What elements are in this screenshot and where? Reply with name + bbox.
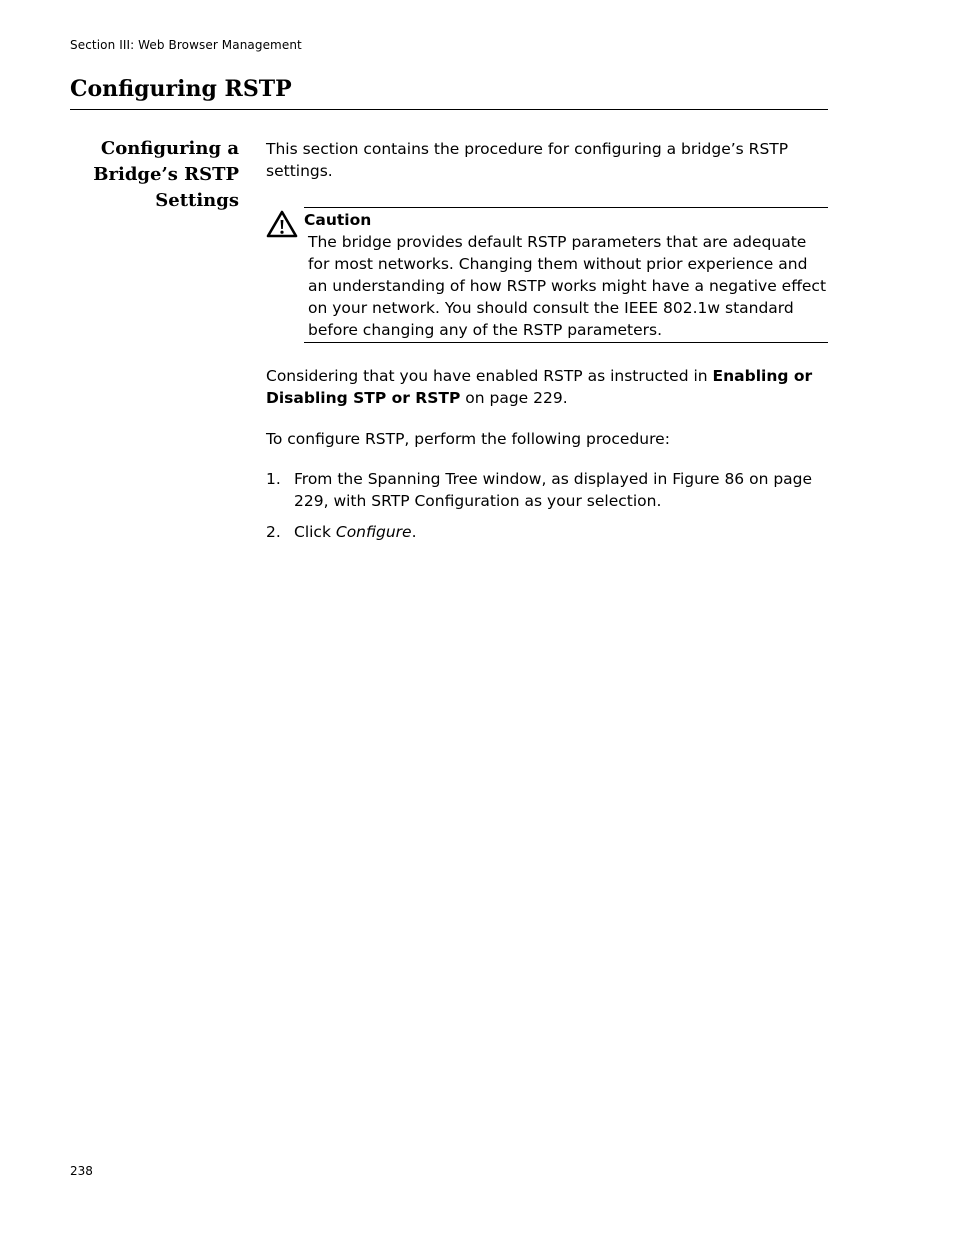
- caution-bottom-rule: [304, 342, 828, 343]
- prerequisite-text: Considering that you have enabled RSTP as instructed in: [266, 367, 713, 385]
- prerequisite-paragraph: [266, 365, 828, 409]
- section-heading-line: Configuring a: [100, 138, 239, 159]
- section-heading: [70, 136, 239, 214]
- chapter-title: Configuring RSTP: [70, 76, 292, 102]
- procedure-intro: To configure RSTP, perform the following procedure:: [266, 430, 670, 448]
- prerequisite-page-ref: on page 229.: [460, 389, 568, 407]
- page-number: 238: [70, 1164, 93, 1178]
- section-heading-line: Settings: [155, 190, 239, 211]
- configure-button-reference: Configure: [335, 523, 412, 541]
- intro-paragraph: This section contains the procedure for configuring a bridge’s RSTP settings.: [266, 140, 789, 180]
- step-number: 1.: [266, 470, 281, 488]
- caution-top-rule: [304, 207, 828, 208]
- step-suffix: .: [411, 523, 417, 541]
- procedure-step: [266, 521, 828, 543]
- caution-note: [266, 207, 828, 343]
- procedure-step: [266, 468, 828, 512]
- warning-triangle-icon: [266, 210, 298, 238]
- step-prefix: Click: [294, 523, 336, 541]
- caution-title: Caution: [304, 211, 372, 229]
- cross-reference-link[interactable]: Enabling or Disabling STP or RSTP: [266, 367, 813, 407]
- title-rule: [70, 109, 828, 110]
- running-header: Section III: Web Browser Management: [70, 38, 302, 52]
- section-heading-line: Bridge’s RSTP: [93, 164, 239, 185]
- step-text: From the Spanning Tree window, as displayed in Figure 86 on page 229, with SRTP Configuration as your selection.: [294, 470, 813, 510]
- step-number: 2.: [266, 523, 281, 541]
- step-text: [294, 521, 828, 543]
- caution-text: The bridge provides default RSTP parameters that are adequate for most networks. Changing them without prior experience and an understanding of how RSTP works might have a negative effect on your network. You should consult the IEEE 802.1w standard before changing any of the RSTP parameters.: [308, 233, 827, 339]
